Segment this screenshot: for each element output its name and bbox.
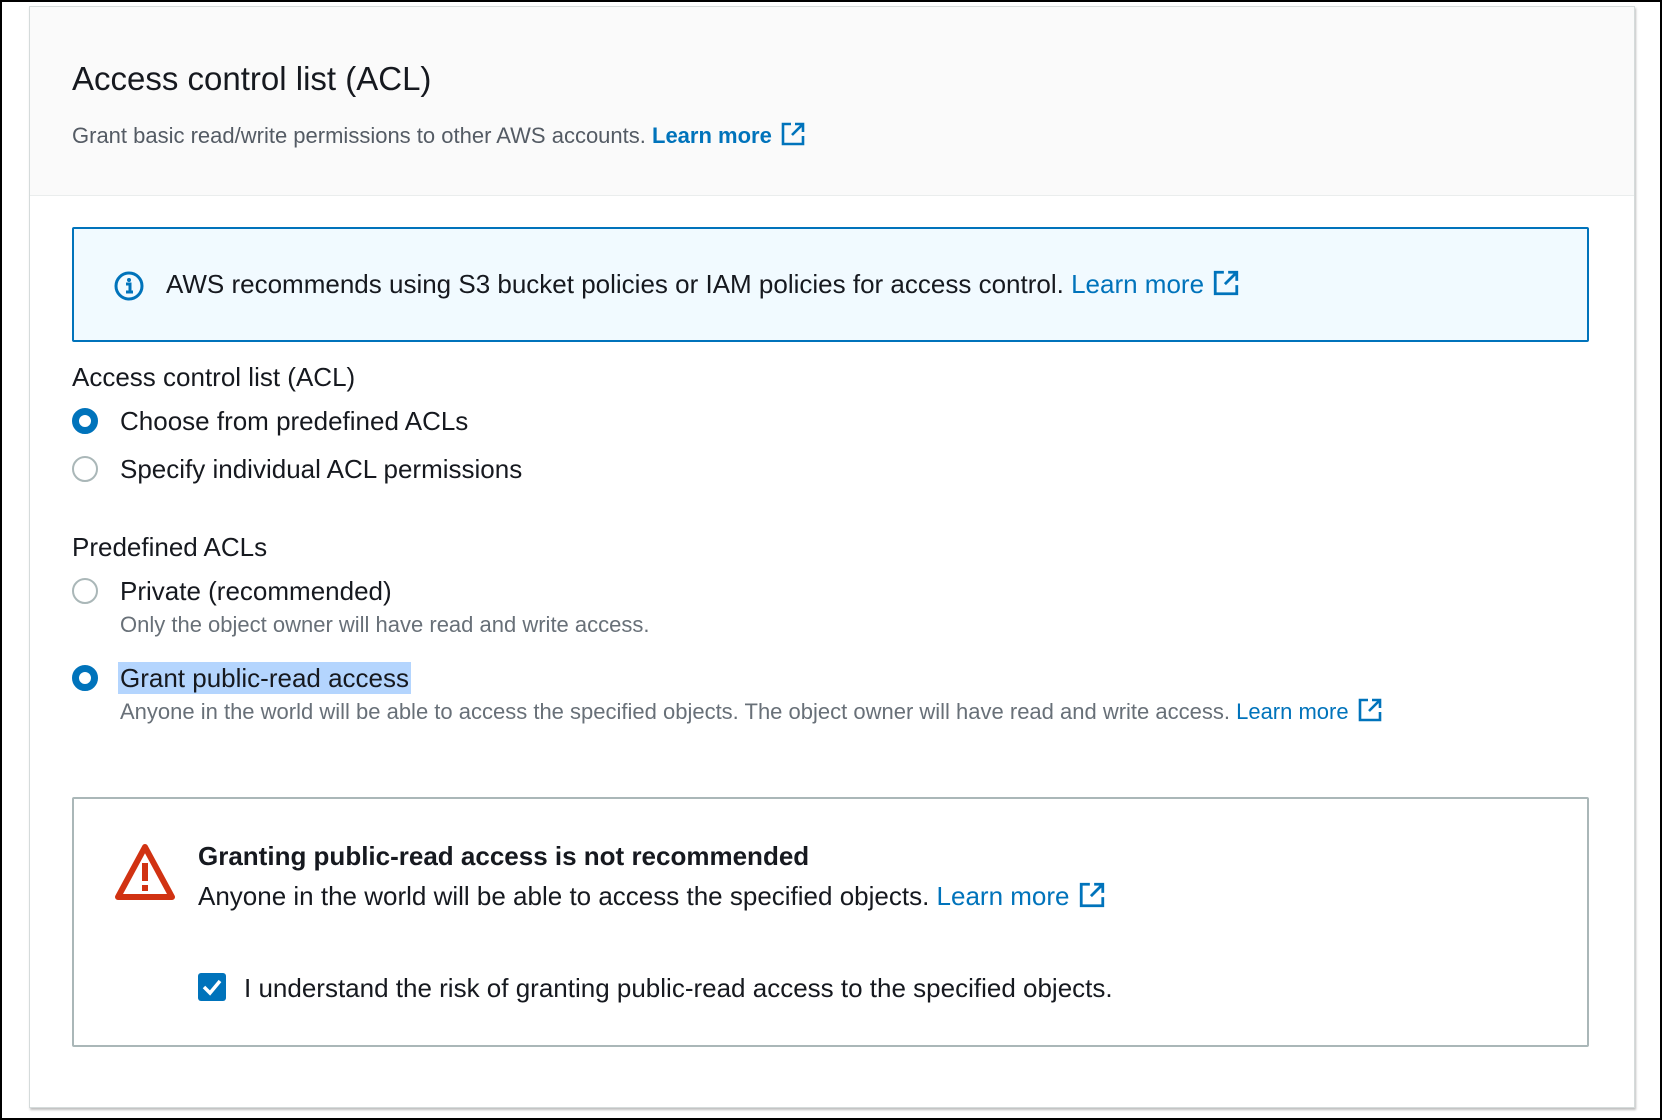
warning-text: Anyone in the world will be able to access the specified objects. [198, 881, 930, 911]
acl-panel [29, 6, 1635, 1108]
warning-message [198, 879, 1106, 913]
radio-label: Specify individual ACL permissions [120, 454, 523, 484]
header-description [72, 121, 806, 151]
warning-title: Granting public-read access is not recommended [198, 841, 810, 871]
warning-icon [114, 843, 176, 901]
warning-learn-more-link[interactable] [937, 881, 1106, 911]
page-title: Access control list (ACL) [72, 60, 432, 97]
warning-alert [72, 797, 1589, 1047]
header-description-text: Grant basic read/write permissions to other AWS accounts. [72, 123, 646, 148]
radio-label: Grant public-read access [120, 663, 410, 693]
header-learn-more-link[interactable] [652, 123, 806, 148]
info-learn-more-link[interactable] [1071, 269, 1240, 299]
info-learn-more-label: Learn more [1071, 269, 1205, 299]
info-alert-text: AWS recommends using S3 bucket policies or IAM policies for access control. [166, 269, 1064, 299]
public-read-learn-more-label: Learn more [1236, 699, 1349, 724]
external-link-icon [1078, 881, 1106, 909]
predefined-group-label: Predefined ACLs [72, 532, 268, 562]
public-read-description-text: Anyone in the world will be able to access the specified objects. The object owner will have read and write access. [120, 699, 1230, 724]
info-alert-message [166, 267, 1240, 301]
external-link-icon [1212, 269, 1240, 297]
radio-label: Private (recommended) [120, 576, 392, 606]
radio-button-checked[interactable] [72, 408, 98, 434]
acl-group-label: Access control list (ACL) [72, 362, 356, 392]
info-icon [114, 271, 144, 301]
acknowledge-checkbox[interactable] [198, 973, 226, 1001]
radio-public-read-description [120, 697, 1383, 726]
external-link-icon [1357, 697, 1383, 723]
checkmark-icon [198, 973, 226, 1001]
radio-button[interactable] [72, 578, 98, 604]
radio-button-checked[interactable] [72, 665, 98, 691]
public-read-learn-more-link[interactable] [1236, 699, 1383, 724]
panel-header [30, 7, 1634, 196]
radio-private-description: Only the object owner will have read and write access. [120, 612, 650, 637]
header-learn-more-label: Learn more [652, 123, 772, 148]
acknowledge-label[interactable]: I understand the risk of granting public-read access to the specified objects. [244, 973, 1113, 1003]
warning-learn-more-label: Learn more [936, 881, 1070, 911]
radio-label: Choose from predefined ACLs [120, 406, 469, 436]
external-link-icon [780, 121, 806, 147]
info-alert [72, 227, 1589, 342]
radio-button[interactable] [72, 456, 98, 482]
